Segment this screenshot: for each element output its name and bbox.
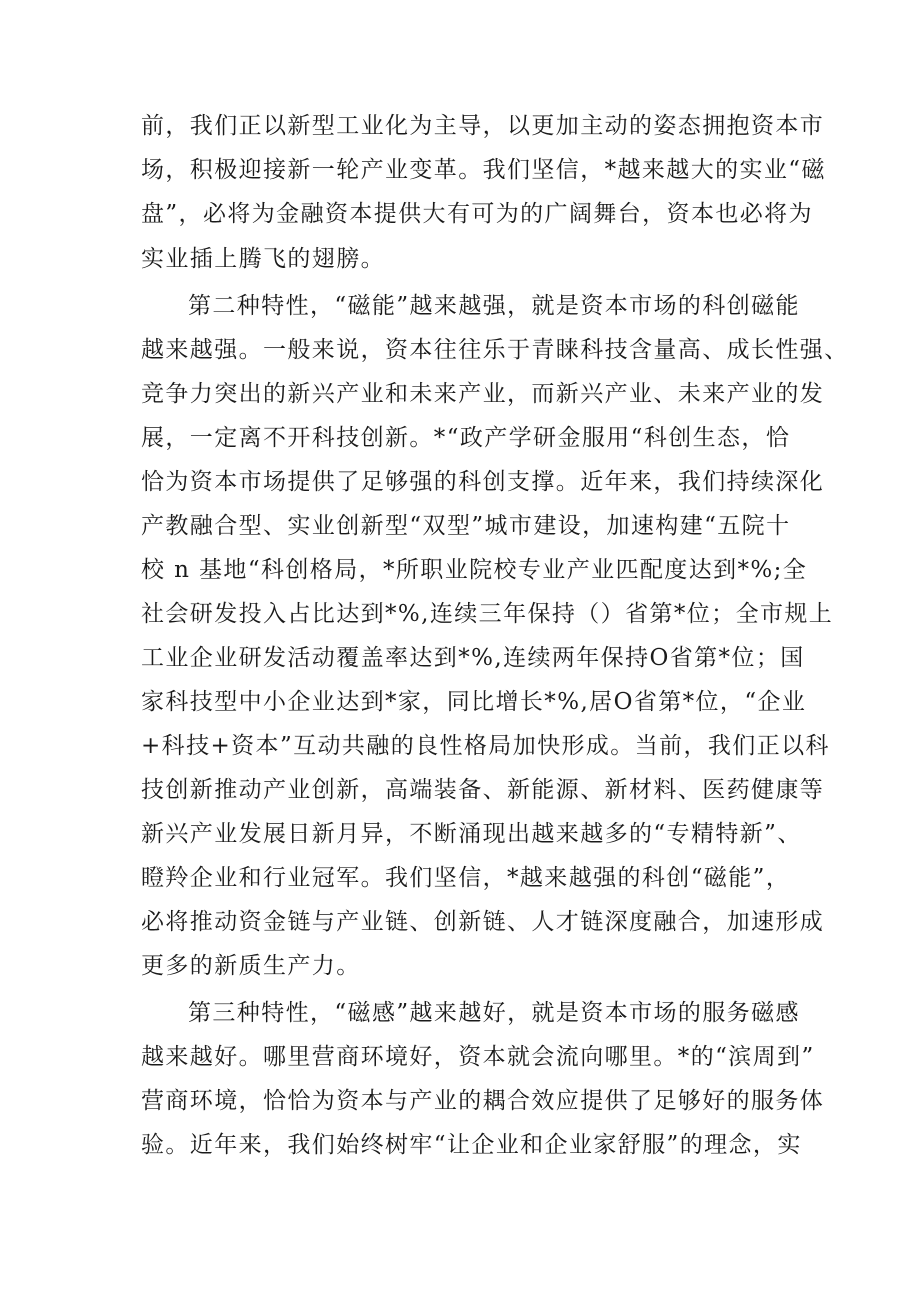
text-line: 瞪羚企业和行业冠军。我们坚信，*越来越强的科创“磁能”， bbox=[141, 865, 791, 891]
text-line: 恰为资本市场提供了足够强的科创支撑。近年来，我们持续深化 bbox=[141, 469, 825, 495]
text-line: 越来越强。一般来说，资本往往乐于青睐科技含量高、成长性强、 bbox=[141, 337, 849, 363]
text-line: 校 n 基地“科创格局，*所职业院校专业产业匹配度达到*%;全 bbox=[141, 557, 808, 583]
text-line: 社会研发投入占比达到*%,连续三年保持（）省第*位；全市规上 bbox=[141, 601, 834, 627]
text-line: 新兴产业发展日新月异，不断涌现出越来越多的“专精特新”、 bbox=[141, 821, 802, 847]
text-line: 产教融合型、实业创新型“双型”城市建设，加速构建“五院十 bbox=[141, 513, 791, 539]
text-line: 家科技型中小企业达到*家，同比增长*%,居O省第*位，“企业 bbox=[141, 689, 807, 715]
text-line: 技创新推动产业创新，高端装备、新能源、新材料、医药健康等 bbox=[141, 777, 825, 803]
text-line: 验。近年来，我们始终树牢“让企业和企业家舒服”的理念，实 bbox=[141, 1132, 802, 1158]
text-line: 盘”，必将为金融资本提供大有可为的广阔舞台，资本也必将为 bbox=[141, 201, 813, 227]
text-line: 实业插上腾飞的翅膀。 bbox=[141, 246, 385, 272]
text-line: +科技+资本”互动共融的良性格局加快形成。当前，我们正以科 bbox=[141, 733, 830, 759]
paragraph-start-line: 第二种特性，“磁能”越来越强，就是资本市场的科创磁能 bbox=[188, 293, 800, 319]
text-line: 场，积极迎接新一轮产业变革。我们坚信，*越来越大的实业“磁 bbox=[141, 157, 826, 183]
text-line: 必将推动资金链与产业链、创新链、人才链深度融合，加速形成 bbox=[141, 909, 825, 935]
paragraph-start-line: 第三种特性，“磁感”越来越好，就是资本市场的服务磁感 bbox=[188, 1000, 800, 1026]
text-line: 工业企业研发活动覆盖率达到*%,连续两年保持O省第*位；国 bbox=[141, 645, 805, 671]
text-line: 营商环境，恰恰为资本与产业的耦合效应提供了足够好的服务体 bbox=[141, 1088, 825, 1114]
text-line: 竞争力突出的新兴产业和未来产业，而新兴产业、未来产业的发 bbox=[141, 381, 825, 407]
text-line: 前，我们正以新型工业化为主导，以更加主动的姿态拥抱资本市 bbox=[141, 113, 825, 139]
text-line: 更多的新质生产力。 bbox=[141, 953, 361, 979]
text-line: 展，一定离不开科技创新。*“政产学研金服用“科创生态，恰 bbox=[141, 425, 791, 451]
text-line: 越来越好。哪里营商环境好，资本就会流向哪里。*的“滨周到” bbox=[141, 1044, 815, 1070]
